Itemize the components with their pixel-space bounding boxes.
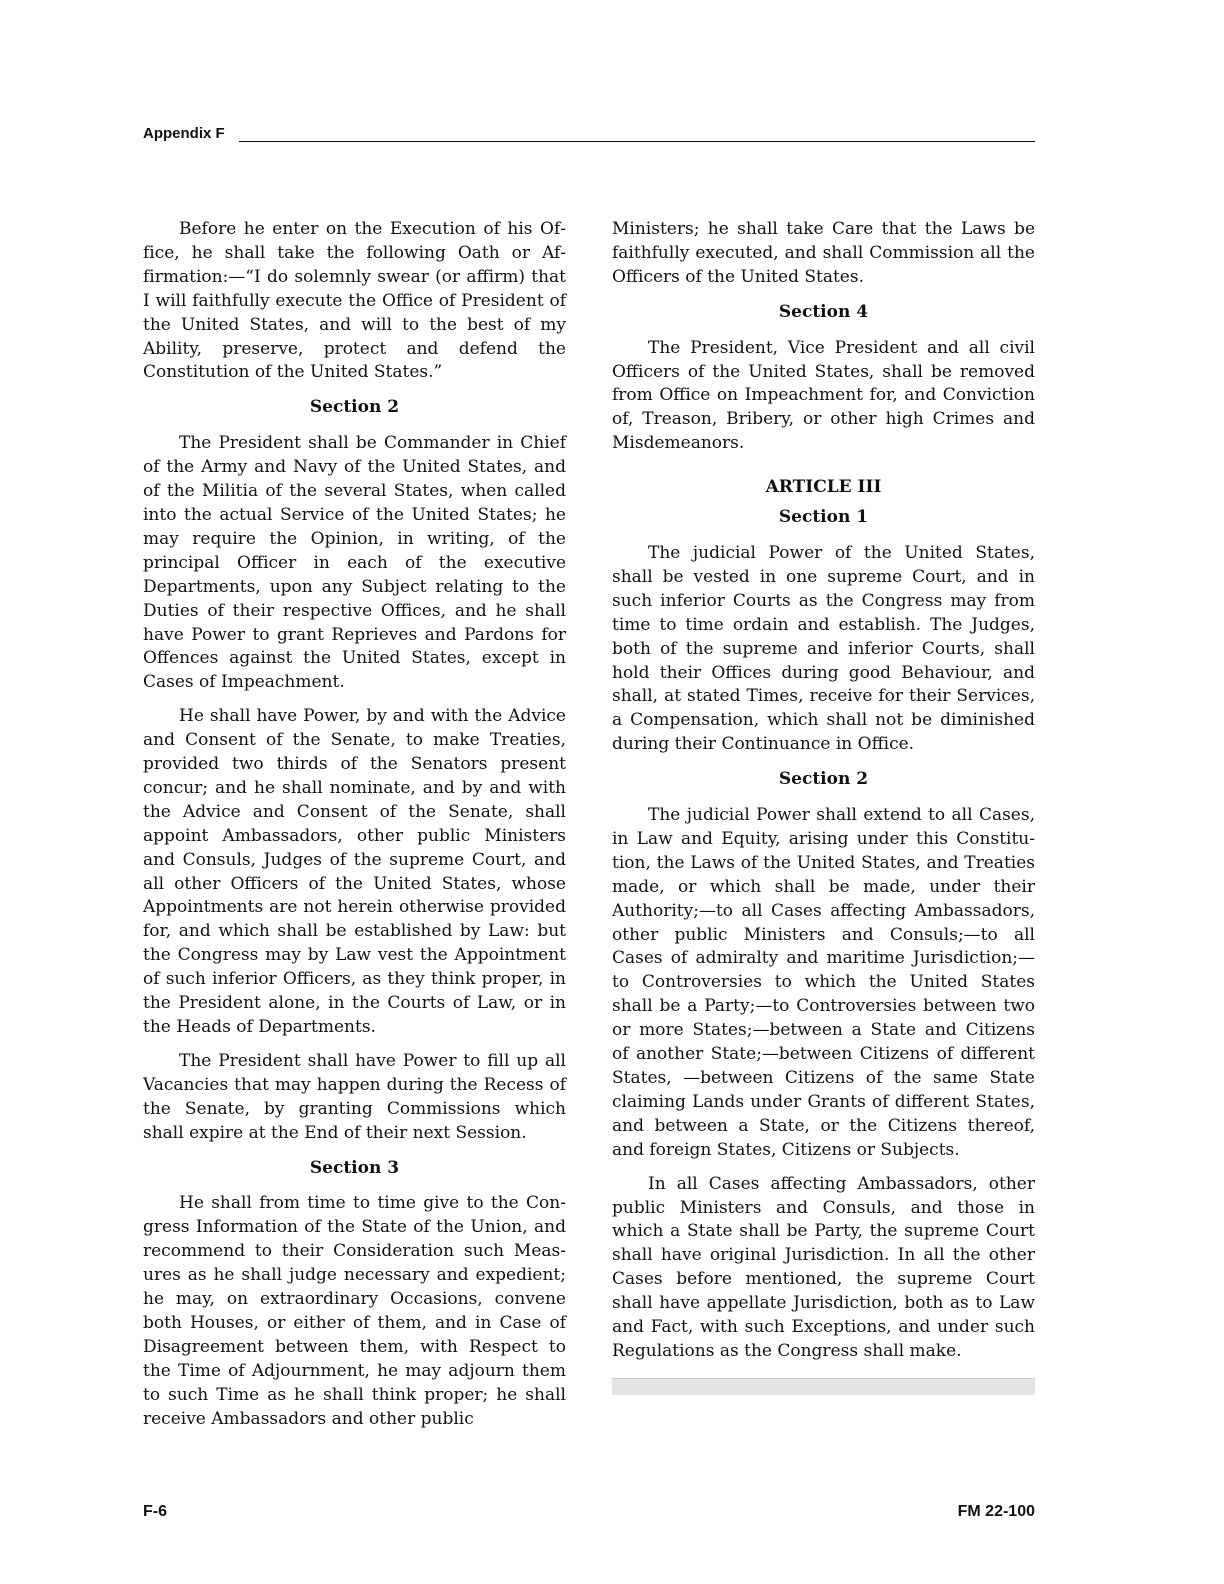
page-header (143, 124, 1035, 148)
appendix-title: Appendix F (143, 125, 225, 142)
document-id: FM 22-100 (957, 1503, 1035, 1520)
section-heading: Section 2 (778, 769, 869, 790)
section-heading: Section 3 (309, 1157, 400, 1178)
paragraph: The judicial Power shall extend to all Cases, in Law and Equity, arising under this Constitution, the Laws of the United States, and Treaties made, or which shall be made, under their Authority;—to all Cases affecting Ambassadors, other public Ministers and Consuls;—to all Cases of admiralty and maritime Jurisdiction;—to Controversies to which the United States shall be a Party;—to Controversies between two or more States;—between a State and Citizens of another State;—between Citizens of different States, —between Citizens of the same State claiming Lands under Grants of different States, and between a State, or the Citizens thereof, and foreign States, Citizens or Subjects. (612, 805, 1035, 1160)
paragraph: Before he enter on the Execution of his Office, he shall take the following Oath or Affirmation:—“I do solemnly swear (or affirm) that I will faithfully execute the Office of President of the United States, and will to the best of my Ability, preserve, protect and defend the Constitution of the United States.” (143, 219, 566, 383)
section-heading: Section 1 (778, 507, 869, 528)
right-column (612, 218, 1035, 1395)
paragraph: In all Cases affecting Ambassadors, other public Ministers and Consuls, and those in which a State shall be Party, the supreme Court shall have original Jurisdiction. In all the other Cases before mentioned, the supreme Court shall have appellate Jurisdiction, both as to Law and Fact, with such Exceptions, and under such Regulations as the Congress shall make. (612, 1173, 1035, 1361)
paragraph: The President shall be Commander in Chief of the Army and Navy of the United States, and of the Militia of the several States, when called into the actual Service of the United States; he may require the Opinion, in writing, of the principal Officer in each of the executive Departments, upon any Subject relating to the Duties of their respective Offices, and he shall have Power to grant Reprieves and Pardons for Offences against the United States, except in Cases of Impeachment. (143, 433, 566, 693)
paragraph: Ministers; he shall take Care that the Laws be faithfully executed, and shall Commission all the Officers of the United States. (612, 219, 1035, 287)
paragraph: The judicial Power of the United States, shall be vested in one supreme Court, and in such inferior Courts as the Congress may from time to time ordain and establish. The Judges, both of the supreme and inferior Courts, shall hold their Offices during good Behaviour, and shall, at stated Times, receive for their Services, a Compensation, which shall not be diminished during their Continuance in Office. (612, 542, 1035, 755)
paragraph: He shall from time to time give to the Congress Information of the State of the Union, and recommend to their Consideration such Measures as he shall judge necessary and expedient; he may, on extraordinary Occasions, convene both Houses, or either of them, and in Case of Disagreement between them, with Respect to the Time of Adjournment, he may adjourn them to such Time as he shall think proper; he shall receive Ambassadors and other public (143, 1193, 566, 1429)
paragraph: He shall have Power, by and with the Advice and Consent of the Senate, to make Treaties, provided two thirds of the Senators present concur; and he shall nominate, and by and with the Advice and Consent of the Senate, shall appoint Ambassadors, other public Ministers and Consuls, Judges of the supreme Court, and all other Officers of the United States, whose Appointments are not herein otherwise provided for, and which shall be established by Law: but the Congress may by Law vest the Appointment of such inferior Officers, as they think proper, in the President alone, in the Courts of Law, or in the Heads of Departments. (143, 706, 566, 1037)
section-heading: Section 2 (309, 397, 400, 418)
paragraph: The President, Vice President and all civil Officers of the United States, shall be removed from Office on Impeachment for, and Conviction of, Treason, Bribery, or other high Crimes and Misdemeanors. (612, 337, 1035, 454)
page-number: F-6 (143, 1503, 167, 1520)
left-column (143, 218, 566, 1442)
paragraph: The President shall have Power to fill up all Vacancies that may happen during the Recess of the Senate, by granting Commissions which shall expire at the End of their next Session. (143, 1050, 566, 1143)
section-end-bar (612, 1378, 1035, 1395)
header-rule (239, 141, 1035, 142)
article-heading: ARTICLE III (765, 477, 882, 498)
section-heading: Section 4 (778, 301, 869, 322)
